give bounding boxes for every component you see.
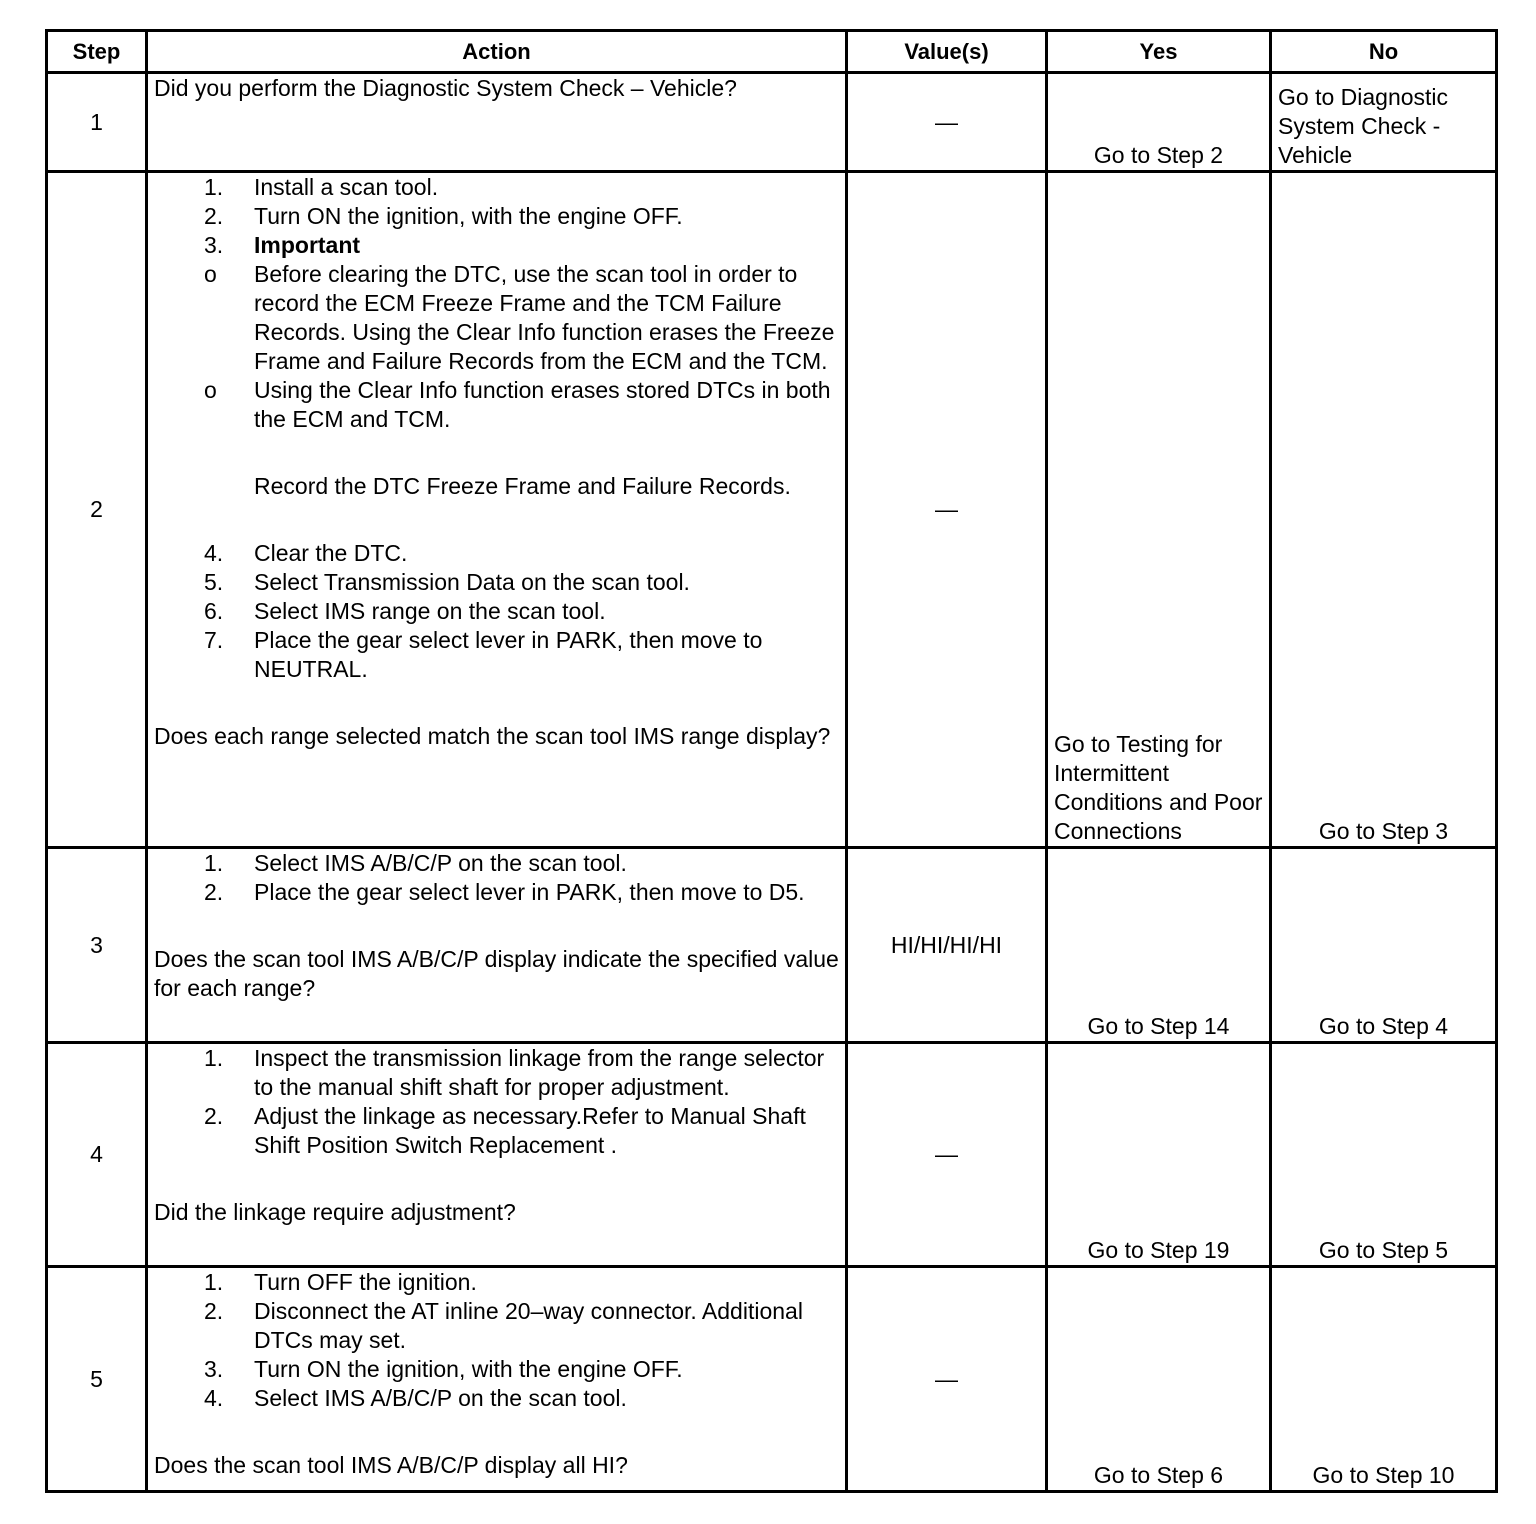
value-cell: — xyxy=(847,172,1047,848)
action-step: 1. Inspect the transmission linkage from the range selector to the manual shift shaft for proper adjustment. xyxy=(204,1045,825,1100)
action-step: 2. Place the gear select lever in PARK, then move to D5. xyxy=(204,879,805,905)
yes-cell: Go to Step 14 xyxy=(1047,848,1271,1043)
question-text: Does the scan tool IMS A/B/C/P display indicate the specified value for each range? xyxy=(154,946,839,1001)
yes-cell: Go to Testing for Intermittent Conditions and Poor Connections xyxy=(1047,172,1271,848)
question-text: Does the scan tool IMS A/B/C/P display all HI? xyxy=(154,1452,628,1478)
action-cell xyxy=(147,73,847,172)
step-number: 3 xyxy=(47,848,147,1043)
no-cell: Go to Step 4 xyxy=(1271,848,1497,1043)
no-cell: Go to Step 10 xyxy=(1271,1267,1497,1492)
bullet-icon: o xyxy=(204,377,217,403)
table-row-step-3 xyxy=(47,848,1497,1043)
value-cell: — xyxy=(847,1267,1047,1492)
value-cell: — xyxy=(847,73,1047,172)
action-step: 6. Select IMS range on the scan tool. xyxy=(204,598,606,624)
yes-cell: Go to Step 2 xyxy=(1047,73,1271,172)
step-index: 1. xyxy=(204,850,224,876)
action-steps xyxy=(154,539,839,684)
question-text: Did you perform the Diagnostic System Check – Vehicle? xyxy=(154,75,737,101)
important-note: o Using the Clear Info function erases stored DTCs in both the ECM and TCM. xyxy=(204,377,831,432)
action-step: 2. Turn ON the ignition, with the engine OFF. xyxy=(204,203,683,229)
step-index: 2. xyxy=(204,1103,224,1129)
table-row-step-1 xyxy=(47,73,1497,172)
bullet-icon: o xyxy=(204,261,217,287)
step-index: 3. xyxy=(204,232,224,258)
action-steps xyxy=(154,1268,839,1413)
step-number: 2 xyxy=(47,172,147,848)
table-row-step-4 xyxy=(47,1043,1497,1267)
action-step: 1. Install a scan tool. xyxy=(204,174,439,200)
header-step: Step xyxy=(47,31,147,73)
action-steps xyxy=(154,1044,839,1160)
table-row-step-2 xyxy=(47,172,1497,848)
step-index: 6. xyxy=(204,598,224,624)
action-step: 7. Place the gear select lever in PARK, then move to NEUTRAL. xyxy=(204,627,763,682)
action-step: 3. Turn ON the ignition, with the engine OFF. xyxy=(204,1356,683,1382)
header-row xyxy=(47,31,1497,73)
header-no: No xyxy=(1271,31,1497,73)
step-index: 1. xyxy=(204,1269,224,1295)
value-cell: HI/HI/HI/HI xyxy=(847,848,1047,1043)
record-note: Record the DTC Freeze Frame and Failure Records. xyxy=(254,473,791,499)
action-steps xyxy=(154,849,839,907)
question-text: Does each range selected match the scan tool IMS range display? xyxy=(154,723,831,749)
action-step: 4. Select IMS A/B/C/P on the scan tool. xyxy=(204,1385,627,1411)
action-cell xyxy=(147,1043,847,1267)
important-note: o Before clearing the DTC, use the scan tool in order to record the ECM Freeze Frame and the TCM Failure Records. Using the Clear Info function erases the Freeze Frame and Failure Records from the ECM and the TCM. xyxy=(204,261,835,374)
table-row-step-5 xyxy=(47,1267,1497,1492)
important-label: Important xyxy=(254,232,361,258)
important-notes xyxy=(154,260,839,434)
step-index: 1. xyxy=(204,1045,224,1071)
action-step: 2. Disconnect the AT inline 20–way connector. Additional DTCs may set. xyxy=(204,1298,803,1353)
header-values: Value(s) xyxy=(847,31,1047,73)
no-cell: Go to Step 3 xyxy=(1271,172,1497,848)
step-index: 7. xyxy=(204,627,224,653)
no-cell: Go to Diagnostic System Check - Vehicle xyxy=(1271,73,1497,172)
step-index: 4. xyxy=(204,1385,224,1411)
step-number: 1 xyxy=(47,73,147,172)
step-index: 4. xyxy=(204,540,224,566)
header-yes: Yes xyxy=(1047,31,1271,73)
step-index: 2. xyxy=(204,879,224,905)
step-number: 5 xyxy=(47,1267,147,1492)
yes-cell: Go to Step 6 xyxy=(1047,1267,1271,1492)
step-index: 2. xyxy=(204,1298,224,1324)
action-cell xyxy=(147,848,847,1043)
diagnostic-table xyxy=(45,29,1498,1493)
step-index: 1. xyxy=(204,174,224,200)
step-number: 4 xyxy=(47,1043,147,1267)
step-index: 3. xyxy=(204,1356,224,1382)
action-cell xyxy=(147,1267,847,1492)
yes-cell: Go to Step 19 xyxy=(1047,1043,1271,1267)
action-step xyxy=(154,231,839,260)
action-cell xyxy=(147,172,847,848)
no-cell: Go to Step 5 xyxy=(1271,1043,1497,1267)
action-step: 1. Turn OFF the ignition. xyxy=(204,1269,477,1295)
header-action: Action xyxy=(147,31,847,73)
question-text: Did the linkage require adjustment? xyxy=(154,1199,516,1225)
value-cell: — xyxy=(847,1043,1047,1267)
step-index: 2. xyxy=(204,203,224,229)
action-step: 5. Select Transmission Data on the scan tool. xyxy=(204,569,690,595)
action-step: 2. Adjust the linkage as necessary.Refer to Manual Shaft Shift Position Switch Replacement . xyxy=(204,1103,806,1158)
action-step: 4. Clear the DTC. xyxy=(204,540,408,566)
step-index: 5. xyxy=(204,569,224,595)
action-step: 1. Select IMS A/B/C/P on the scan tool. xyxy=(204,850,627,876)
action-steps xyxy=(154,173,839,260)
